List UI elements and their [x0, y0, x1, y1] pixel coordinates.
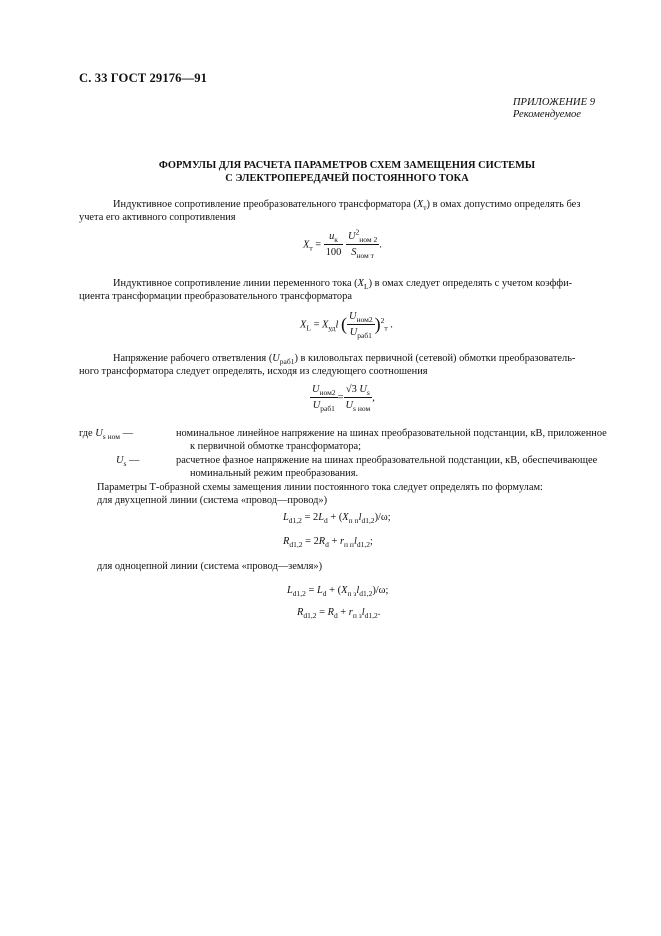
- definition-row: $U_s$ — расчетное фазное напряжение на шинах преобразовательной подстанции, кВ, обеспечивающее: [116, 454, 598, 468]
- paragraph-single-circuit: [79, 560, 615, 573]
- formula-inductance-double-circuit: $L_{d1,2} = 2L_d + (X_{п п}l_{d1,2})/\omega$;: [283, 512, 391, 526]
- paragraph-line: Индуктивное сопротивление преобразовательного трансформатора $(X_т)$ в омах допустимо определять без: [113, 199, 581, 213]
- paragraph-line: учета его активного сопротивления: [79, 212, 236, 224]
- paragraph-line: Напряжение рабочего ответвления $(U_{раб1})$ в киловольтах первичной (сетевой) обмотки преобразователь-: [113, 353, 576, 367]
- fraction: $\frac{U_{ном2}}{U_{раб1}}$: [349, 311, 373, 341]
- definition-row: где $U_{s ном}$ — номинальное линейное напряжение на шинах преобразовательной подстанции, кВ, приложенное: [79, 428, 607, 442]
- paragraph-line: для одноцепной линии (система «провод—земля»): [97, 561, 323, 572]
- fraction: $\frac{√3 U_s}{U_{s ном}}$: [345, 384, 371, 414]
- definition-row-continuation: к первичной обмотке трансформатора;: [190, 441, 362, 453]
- paragraph-line: Индуктивное сопротивление линии переменного тока $(X_L)$ в омах следует определять с учетом коэффи-: [113, 278, 573, 292]
- formula-transformer-reactance: $X_т$ = $\frac{u_к}{100}$ $\frac{U^2_{ном 2}}{S_{ном т}}$ .: [303, 227, 382, 261]
- formula-line-reactance: $X_L = X_{уд}l$ ( $\frac{U_{ном2}}{U_{раб1}}$ )$^2_т$ .: [300, 311, 393, 341]
- formula-resistance-double-circuit: $R_{d1,2} = 2R_d + r_{п п}l_{d1,2}$;: [283, 536, 373, 550]
- fraction: $\frac{U_{ном2}}{U_{раб1}}$: [312, 384, 336, 414]
- title-line-2: С ЭЛЕКТРОПЕРЕДАЧЕЙ ПОСТОЯННОГО ТОКА: [225, 172, 469, 184]
- paragraph-line-reactance: [79, 277, 615, 304]
- document-title: [79, 160, 615, 185]
- paragraph-line: циента трансформации преобразовательного трансформатора: [79, 291, 352, 303]
- formula-resistance-single-circuit: $R_{d1,2} = R_d + r_{п з}l_{d1,2}$.: [297, 607, 381, 621]
- fraction: $\frac{U^2_{ном 2}}{S_{ном т}}$: [347, 227, 378, 261]
- appendix-number: ПРИЛОЖЕНИЕ 9: [512, 97, 595, 108]
- formula-inductance-single-circuit: $L_{d1,2} = L_d + (X_{п з}l_{d1,2})/\omega$;: [287, 585, 389, 599]
- variable-definitions: [79, 427, 615, 481]
- paragraph-line: Параметры Т-образной схемы замещения линии постоянного тока следует определять по формулам:: [97, 482, 543, 493]
- title-line-1: ФОРМУЛЫ ДЛЯ РАСЧЕТА ПАРАМЕТРОВ СХЕМ ЗАМЕЩЕНИЯ СИСТЕМЫ: [158, 160, 536, 171]
- appendix-label: [513, 97, 595, 121]
- paragraph-transformer-reactance: [79, 198, 615, 225]
- formula-tap-voltage-ratio: $\frac{U_{ном2}}{U_{раб1}}$ = $\frac{√3 U_s}{U_{s ном}}$ ,: [312, 384, 375, 414]
- appendix-status: Рекомендуемое: [512, 109, 581, 120]
- fraction: $\frac{u_к}{100}$: [325, 231, 342, 259]
- definition-row-continuation: номинальный режим преобразования.: [190, 468, 359, 480]
- page-header: С. 33 ГОСТ 29176—91: [79, 71, 207, 85]
- paragraph-t-scheme: [79, 481, 615, 508]
- paragraph-tap-voltage: [79, 352, 615, 379]
- paragraph-line: для двухцепной линии (система «провод—провод»): [97, 495, 328, 507]
- paragraph-line: ного трансформатора следует определять, исходя из следующего соотношения: [79, 366, 428, 378]
